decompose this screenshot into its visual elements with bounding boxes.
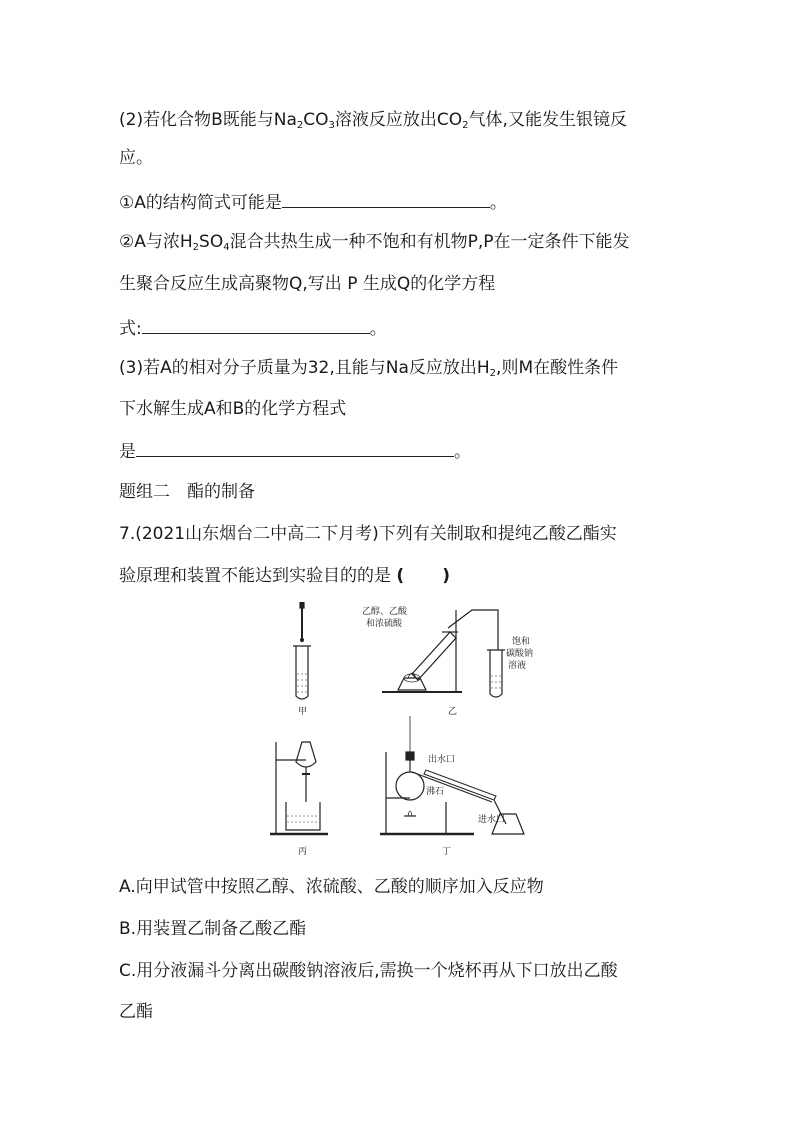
q2-sub2-line1 — [119, 230, 629, 254]
apparatus-figure — [262, 602, 562, 864]
period: 。 — [369, 319, 387, 339]
subscript: 2 — [296, 120, 304, 131]
q2-sub2-line2: 生聚合反应生成高聚物Q,写出 P 生成Q的化学方程 — [119, 274, 496, 294]
subscript: 4 — [223, 242, 230, 253]
q3-line3 — [119, 438, 471, 464]
subscript: 2 — [462, 120, 469, 131]
q2-text: (2)若化合物B既能与Na — [119, 110, 297, 130]
q2-sub1 — [119, 189, 507, 215]
answer-blank-equation-pq[interactable] — [142, 315, 370, 334]
q7-text: 验原理和装置不能达到实验目的的是 — [119, 566, 391, 586]
ding-outlet-label: 出水口 — [428, 755, 456, 765]
yi-reagent-line1: 乙醇、乙酸 — [362, 607, 408, 617]
q2-sub2-text: 混合共热生成一种不饱和有机物P,P在一定条件下能发 — [229, 232, 630, 252]
option-a[interactable]: A.向甲试管中按照乙醇、浓硫酸、乙酸的顺序加入反应物 — [119, 877, 544, 897]
answer-blank-structure[interactable] — [282, 189, 490, 208]
ding-boiling-label: 沸石 — [426, 787, 445, 797]
q2-text: 溶液反应放出CO — [334, 110, 463, 130]
q2-sub1-text: ①A的结构简式可能是 — [119, 193, 282, 213]
period: 。 — [489, 193, 507, 213]
q3-line1 — [119, 356, 618, 380]
q3-text: (3)若A的相对分子质量为32,且能与Na反应放出H — [119, 358, 490, 378]
apparatus-bing — [270, 742, 328, 834]
yi-receiver-line3: 溶液 — [508, 661, 527, 671]
q2-line1 — [119, 108, 627, 132]
q7-line1: 7.(2021山东烟台二中高二下月考)下列有关制取和提纯乙酸乙酯实 — [119, 524, 617, 544]
yi-receiver-line1: 饱和 — [512, 637, 531, 647]
subscript: 3 — [328, 120, 335, 131]
q2-sub2-text: ②A与浓H — [119, 232, 193, 252]
yi-reagent-line2: 和浓硫酸 — [366, 619, 403, 629]
q3-text: ,则M在酸性条件 — [496, 358, 619, 378]
answer-paren-open: ( — [396, 566, 405, 586]
q7-line2 — [119, 564, 450, 588]
ding-inlet-label: 进水口 — [478, 815, 506, 825]
q2-text: CO — [303, 110, 329, 130]
q2-sub2-text: SO — [199, 232, 224, 252]
label-ding: 丁 — [442, 847, 452, 857]
label-jia: 甲 — [298, 707, 308, 717]
subscript: 2 — [192, 242, 200, 253]
apparatus-jia — [293, 602, 311, 699]
answer-blank-equation-hydrolysis[interactable] — [136, 438, 454, 457]
label-bing: 丙 — [298, 847, 308, 857]
option-c-line1[interactable]: C.用分液漏斗分离出碳酸钠溶液后,需换一个烧杯再从下口放出乙酸 — [119, 961, 618, 981]
q2-line2: 应。 — [119, 148, 153, 168]
answer-paren-close: ) — [442, 566, 450, 586]
q2-sub2-line3 — [119, 315, 387, 341]
subscript: 2 — [489, 368, 497, 379]
q3-line2: 下水解生成A和B的化学方程式 — [119, 399, 347, 419]
option-c-line2[interactable]: 乙酯 — [119, 1002, 153, 1022]
label-yi: 乙 — [448, 707, 458, 717]
yi-receiver-line2: 碳酸钠 — [506, 649, 534, 659]
period: 。 — [454, 442, 471, 462]
option-b[interactable]: B.用装置乙制备乙酸乙酯 — [119, 919, 307, 939]
q3-prefix: 是 — [119, 442, 136, 462]
q2-text: 气体,又能发生银镜反 — [468, 110, 627, 130]
q2-sub2-prefix: 式: — [119, 319, 142, 339]
group-title: 题组二 酯的制备 — [119, 482, 255, 502]
